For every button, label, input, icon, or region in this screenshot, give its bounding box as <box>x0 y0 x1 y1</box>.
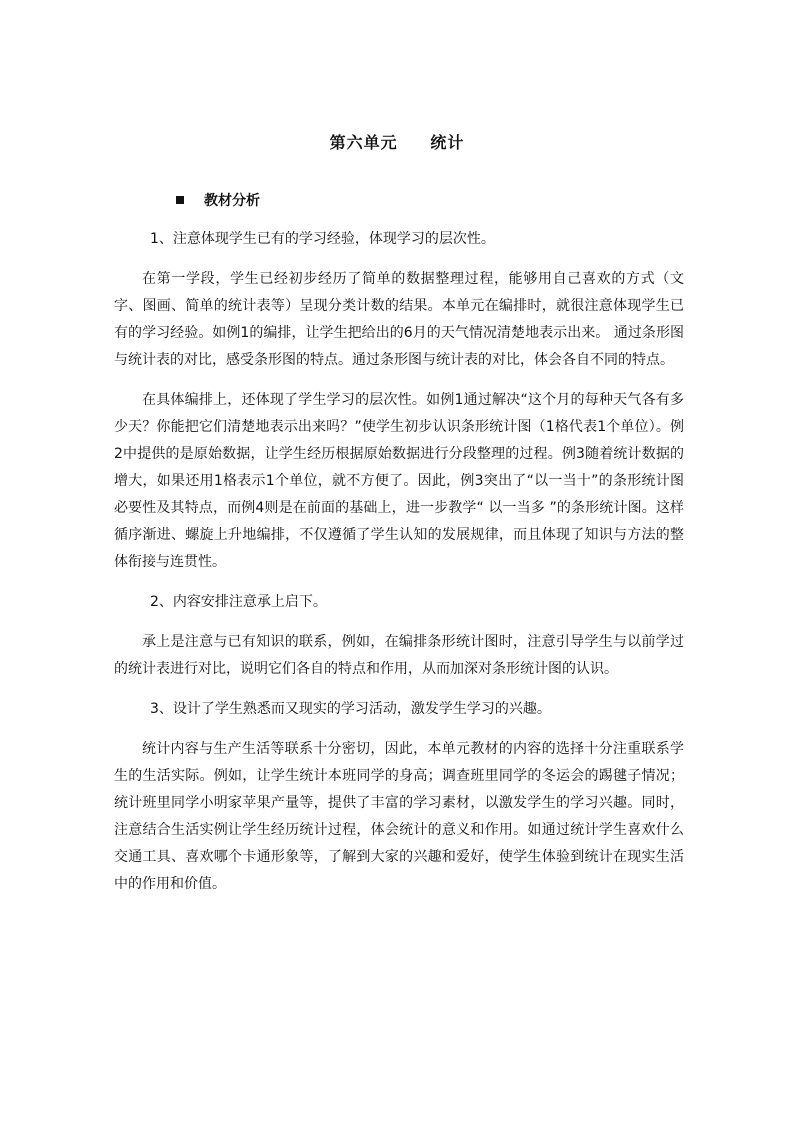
section-heading-label: 教材分析 <box>204 193 260 209</box>
point-heading-1: 1、注意体现学生已有的学习经验，体现学习的层次性。 <box>150 231 495 247</box>
body-paragraph: 统计内容与生产生活等联系十分密切，因此，本单元教材的内容的选择十分注重联系学生的生活实际。例如，让学生统计本班同学的身高；调查班里同学的冬运会的踢毽子情况；统计班里同学小明家苹果产量等，提供了丰富的学习素材，以激发学生的学习兴趣。同时，注意结合生活实例让学生经历统计过程，体会统计的意义和作用。如通过统计学生喜欢什么交通工具、喜欢哪个卡通形象等，了解到大家的兴趣和爱好，使学生体验到统计在现实生活中的作用和价值。 <box>114 741 684 892</box>
body-paragraph: 承上是注意与已有知识的联系，例如，在编排条形统计图时，注意引导学生与以前学过的统计表进行对比，说明它们各自的特点和作用，从而加深对条形统计图的认识。 <box>114 634 684 677</box>
point-heading-2: 2、内容安排注意承上启下。 <box>150 594 327 610</box>
point-heading-3: 3、设计了学生熟悉而又现实的学习活动，激发学生学习的兴趣。 <box>150 701 551 717</box>
body-paragraph: 在第一学段，学生已经初步经历了简单的数据整理过程，能够用自己喜欢的方式（文字、图画、简单的统计表等）呈现分类计数的结果。本单元在编排时，就很注意体现学生已有的学习经验。如例1的编排，让学生把给出的6月的天气情况清楚地表示出来。 通过条形图与统计表的对比，感受条形图的特点。通过条形图与统计表的对比，体会各自不同的特点。 <box>114 271 684 368</box>
body-paragraph: 在具体编排上，还体现了学生学习的层次性。如例1通过解决“这个月的每种天气各有多少天？你能把它们清楚地表示出来吗？”使学生初步认识条形统计图（1格代表1个单位）。例2中提供的是原始数据，让学生经历根据原始数据进行分段整理的过程。例3随着统计数据的增大，如果还用1格表示1个单位，就不方便了。因此，例3突出了“以一当十”的条形统计图必要性及其特点，而例4则是在前面的基础上，进一步教学“ 以一当多 ”的条形统计图。这样循序渐进、螺旋上升地编排，不仅遵循了学生认知的发展规律，而且体现了知识与方法的整体衔接与连贯性。 <box>114 392 684 570</box>
page-title: 第六单元 统计 <box>329 133 465 152</box>
square-bullet-icon <box>176 196 184 204</box>
document-body <box>114 226 684 898</box>
section-heading <box>176 190 260 210</box>
